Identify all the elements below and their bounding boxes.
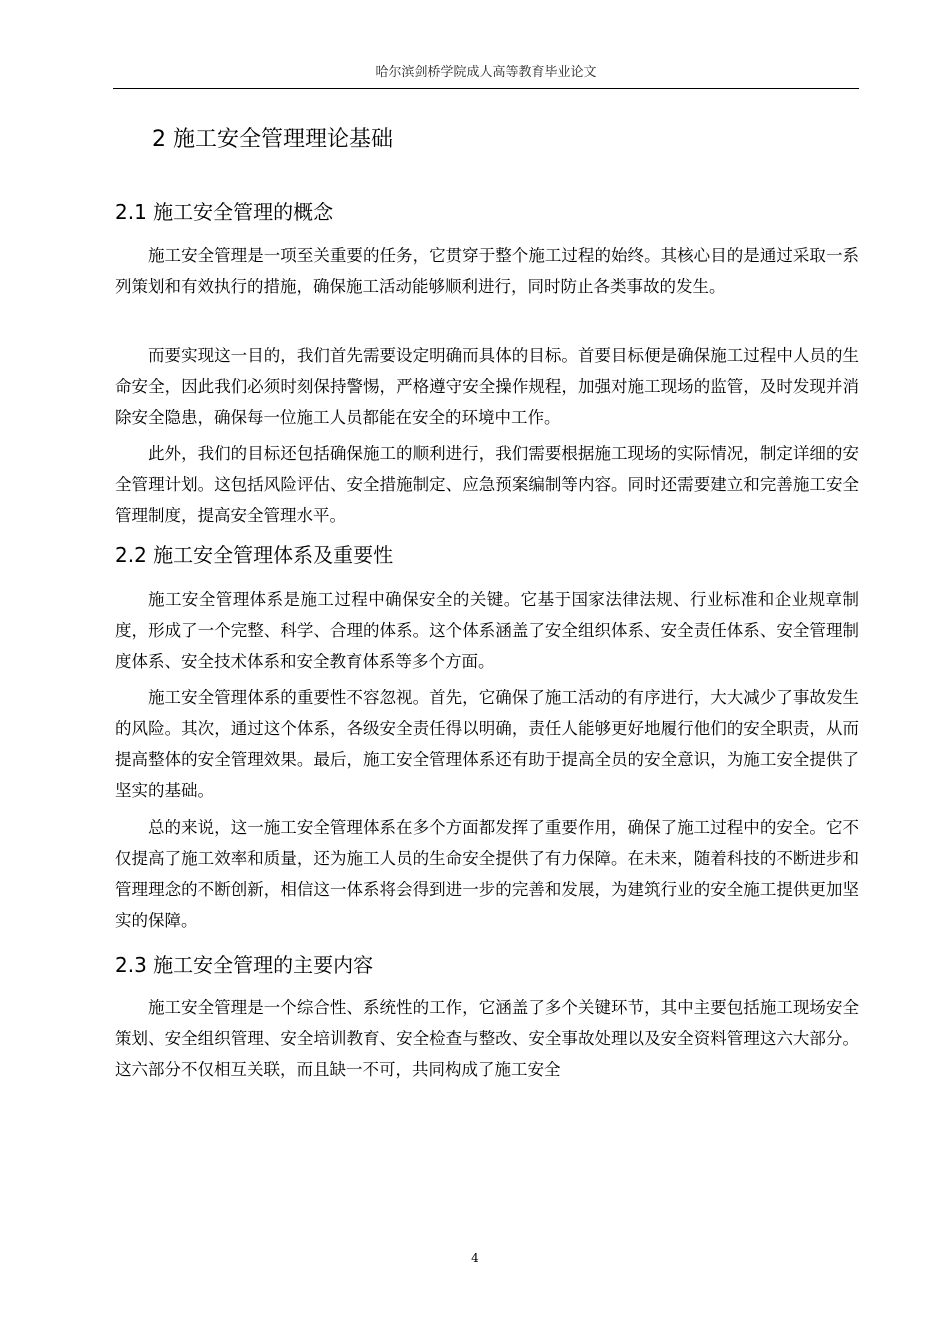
section-title-2-1: 2.1 施工安全管理的概念 xyxy=(115,200,334,224)
chapter-title: 2 施工安全管理理论基础 xyxy=(152,127,393,152)
paragraph: 此外，我们的目标还包括确保施工的顺利进行，我们需要根据施工现场的实际情况，制定详细的安全管理计划。这包括风险评估、安全措施制定、应急预案编制等内容。同时还需要建立和完善施工安全管理制度，提高安全管理水平。 xyxy=(115,444,859,525)
paragraph: 而要实现这一目的，我们首先需要设定明确而具体的目标。首要目标便是确保施工过程中人员的生命安全，因此我们必须时刻保持警惕，严格遵守安全操作规程，加强对施工现场的监管，及时发现并消除安全隐患，确保每一位施工人员都能在安全的环境中工作。 xyxy=(115,346,859,427)
paragraph: 施工安全管理体系的重要性不容忽视。首先，它确保了施工活动的有序进行，大大减少了事故发生的风险。其次，通过这个体系，各级安全责任得以明确，责任人能够更好地履行他们的安全职责，从而提高整体的安全管理效果。最后，施工安全管理体系还有助于提高全员的安全意识，为施工安全提供了坚实的基础。 xyxy=(115,688,859,800)
section-title-2-3: 2.3 施工安全管理的主要内容 xyxy=(115,953,374,977)
paragraph: 施工安全管理是一项至关重要的任务，它贯穿于整个施工过程的始终。其核心目的是通过采取一系列策划和有效执行的措施，确保施工活动能够顺利进行，同时防止各类事故的发生。 xyxy=(115,246,859,296)
section-title-2-2: 2.2 施工安全管理体系及重要性 xyxy=(115,543,394,567)
paragraph: 总的来说，这一施工安全管理体系在多个方面都发挥了重要作用，确保了施工过程中的安全。它不仅提高了施工效率和质量，还为施工人员的生命安全提供了有力保障。在未来，随着科技的不断进步和管理理念的不断创新，相信这一体系将会得到进一步的完善和发展，为建筑行业的安全施工提供更加坚实的保障。 xyxy=(115,818,859,930)
page-number: 4 xyxy=(471,1251,479,1265)
running-header: 哈尔滨剑桥学院成人高等教育毕业论文 xyxy=(375,65,597,80)
paragraph: 施工安全管理是一个综合性、系统性的工作，它涵盖了多个关键环节，其中主要包括施工现场安全策划、安全组织管理、安全培训教育、安全检查与整改、安全事故处理以及安全资料管理这六大部分。这六部分不仅相互关联，而且缺一不可，共同构成了施工安全 xyxy=(115,998,859,1079)
paragraph: 施工安全管理体系是施工过程中确保安全的关键。它基于国家法律法规、行业标准和企业规章制度，形成了一个完整、科学、合理的体系。这个体系涵盖了安全组织体系、安全责任体系、安全管理制度体系、安全技术体系和安全教育体系等多个方面。 xyxy=(115,590,859,671)
header-rule xyxy=(113,88,859,89)
